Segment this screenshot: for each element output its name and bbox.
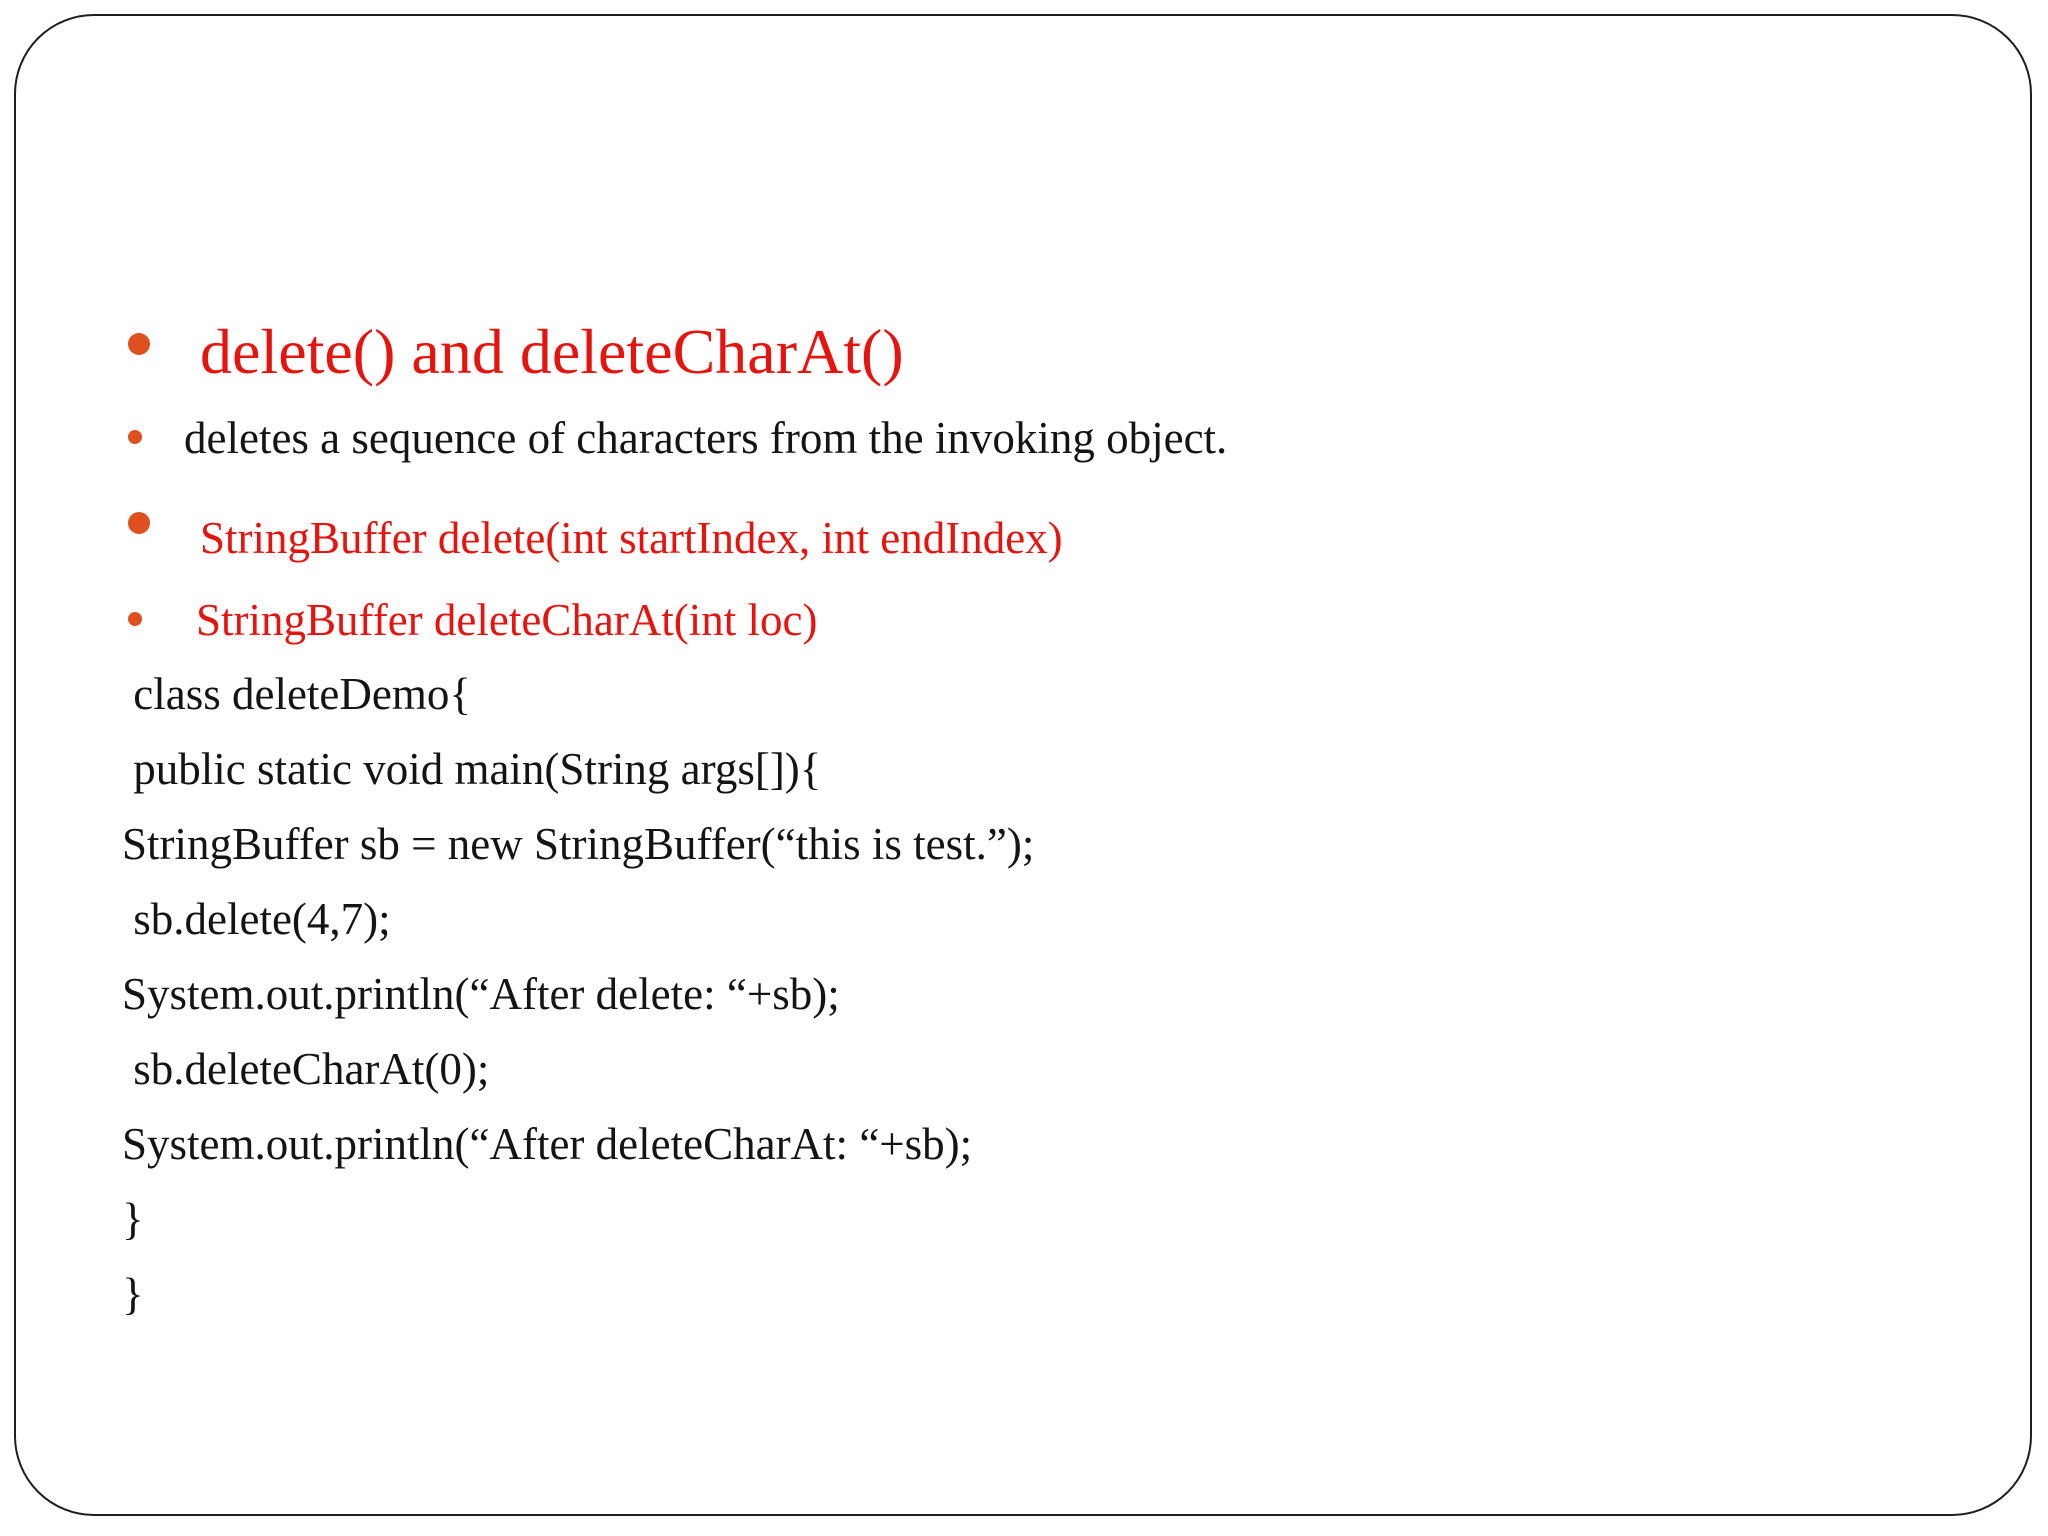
bullet-dot-icon bbox=[128, 512, 150, 534]
code-line: public static void main(String args[]){ bbox=[122, 744, 822, 794]
code-line: } bbox=[122, 1194, 144, 1244]
bullet-delete-signature: StringBuffer delete(int startIndex, int endIndex) bbox=[200, 513, 1063, 563]
bullet-dot-icon bbox=[128, 430, 142, 444]
code-line: StringBuffer sb = new StringBuffer(“this is test.”); bbox=[122, 819, 1035, 869]
bullet-description: deletes a sequence of characters from the invoking object. bbox=[184, 413, 1228, 463]
code-line: System.out.println(“After deleteCharAt: “+sb); bbox=[122, 1119, 973, 1169]
code-line: } bbox=[122, 1269, 144, 1319]
code-line: sb.deleteCharAt(0); bbox=[122, 1044, 490, 1094]
bullet-dot-icon bbox=[128, 612, 142, 626]
code-line: class deleteDemo{ bbox=[122, 669, 471, 719]
bullet-dot-icon bbox=[128, 333, 150, 355]
code-line: System.out.println(“After delete: “+sb); bbox=[122, 969, 840, 1019]
code-line: sb.delete(4,7); bbox=[122, 894, 391, 944]
bullet-heading: delete() and deleteCharAt() bbox=[200, 316, 904, 387]
bullet-deletecharat-signature: StringBuffer deleteCharAt(int loc) bbox=[196, 595, 818, 645]
